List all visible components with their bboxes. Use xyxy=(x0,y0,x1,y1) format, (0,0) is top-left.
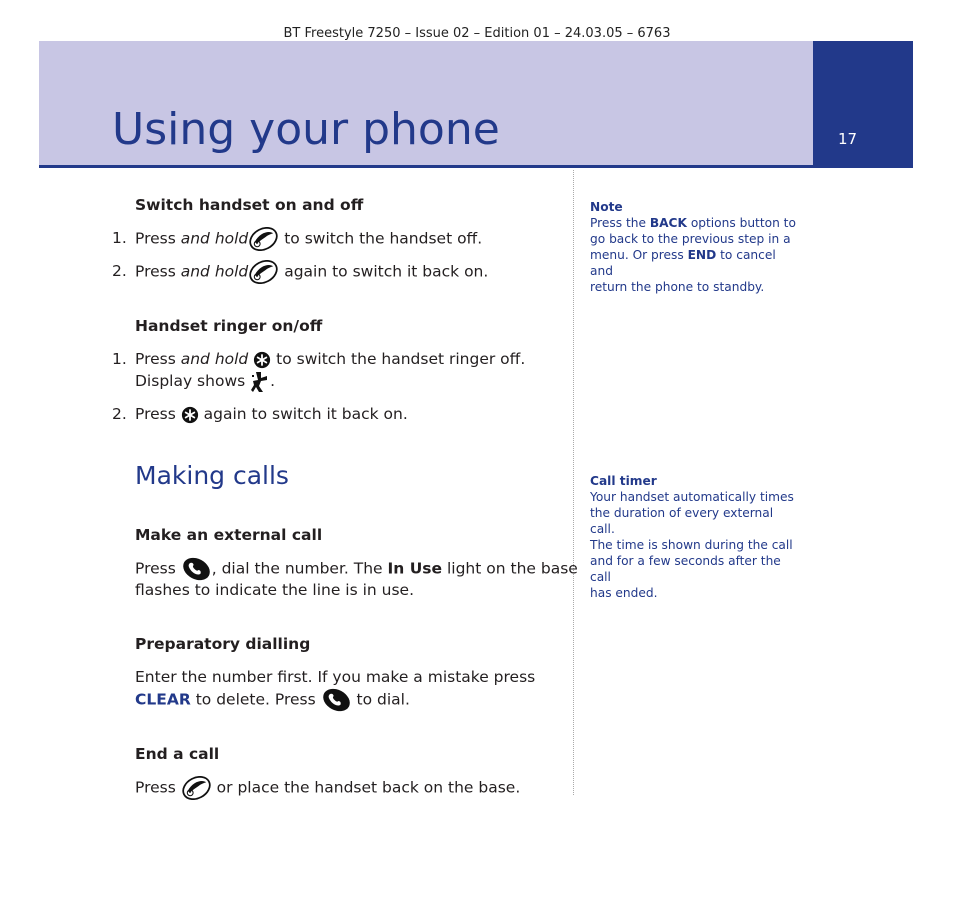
external-call-text-1: Press , dial the number. The In Use light on the base xyxy=(135,557,578,581)
switch-step-2: Press and hold again to switch it back on. xyxy=(135,260,488,284)
star-button-icon xyxy=(181,406,199,424)
page-tab xyxy=(813,41,913,165)
end-call-text: Press or place the handset back on the base. xyxy=(135,776,520,800)
switch-step-1: Press and hold to switch the handset off. xyxy=(135,227,482,251)
note-title: Note xyxy=(590,200,623,214)
note-line: return the phone to standby. xyxy=(590,280,765,294)
document-code: BT Freestyle 7250 – Issue 02 – Edition 01 – 24.03.05 – 6763 xyxy=(283,26,671,41)
making-calls-heading: Making calls xyxy=(135,461,289,490)
call-timer-title: Call timer xyxy=(590,474,657,488)
step-number: 2. xyxy=(112,262,127,280)
call-timer-line: the duration of every external call. xyxy=(590,506,774,536)
call-timer-box xyxy=(590,473,800,601)
preparatory-dialling-heading: Preparatory dialling xyxy=(135,635,311,653)
call-timer-line: has ended. xyxy=(590,586,658,600)
page-number: 17 xyxy=(838,130,858,148)
ringer-step-1-display: Display shows . xyxy=(135,370,275,393)
note-line: menu. Or press END to cancel and xyxy=(590,248,776,278)
column-divider xyxy=(573,170,574,795)
header-rule xyxy=(39,165,913,168)
call-timer-line: The time is shown during the call xyxy=(590,538,793,552)
note-line: go back to the previous step in a xyxy=(590,232,791,246)
star-button-icon xyxy=(253,351,271,369)
step-number: 2. xyxy=(112,405,127,423)
page-title: Using your phone xyxy=(112,104,500,155)
talk-button-icon xyxy=(321,688,352,712)
end-call-power-button-icon xyxy=(248,227,279,251)
end-call-power-button-icon xyxy=(248,260,279,284)
external-call-heading: Make an external call xyxy=(135,526,323,544)
end-call-power-button-icon xyxy=(181,776,212,800)
note-box xyxy=(590,199,800,295)
preparatory-text-2: CLEAR to delete. Press to dial. xyxy=(135,688,410,712)
step-number: 1. xyxy=(112,229,127,247)
ringer-off-icon xyxy=(250,371,270,393)
talk-button-icon xyxy=(181,557,212,581)
call-timer-line: and for a few seconds after the call xyxy=(590,554,781,584)
external-call-text-2: flashes to indicate the line is in use. xyxy=(135,581,415,599)
ringer-step-2: Press again to switch it back on. xyxy=(135,405,408,423)
ringer-step-1: Press and hold to switch the handset ringer off. xyxy=(135,350,526,368)
step-number: 1. xyxy=(112,350,127,368)
ringer-heading: Handset ringer on/off xyxy=(135,317,323,335)
call-timer-line: Your handset automatically times xyxy=(590,490,794,504)
end-call-heading: End a call xyxy=(135,745,220,763)
preparatory-text-1: Enter the number first. If you make a mistake press xyxy=(135,668,536,686)
switch-handset-heading: Switch handset on and off xyxy=(135,196,364,214)
note-line: Press the BACK options button to xyxy=(590,216,796,230)
